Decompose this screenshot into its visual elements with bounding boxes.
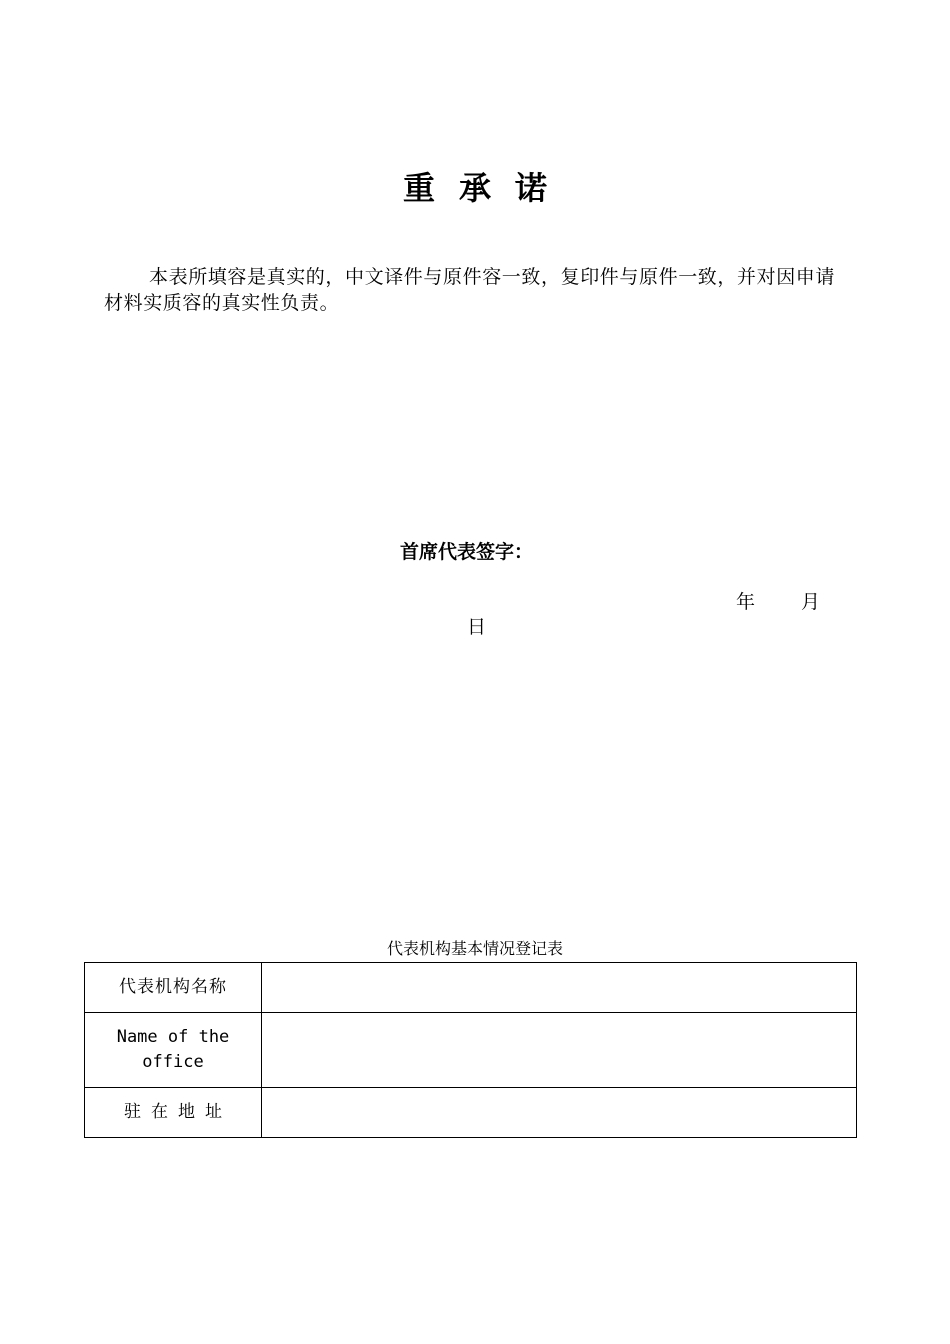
signature-label: 首席代表签字： xyxy=(400,541,534,563)
table-row xyxy=(85,1013,857,1088)
table-row xyxy=(85,1088,857,1138)
office-name-cn-field[interactable] xyxy=(262,963,857,1013)
address-field[interactable] xyxy=(262,1088,857,1138)
row-label-office-name-en: Name of the office xyxy=(85,1013,262,1088)
row-label-address: 驻在地址 xyxy=(85,1088,262,1138)
date-year-label: 年 xyxy=(736,591,756,613)
office-name-en-field[interactable] xyxy=(262,1013,857,1088)
page-title: 重承诺 xyxy=(402,169,571,207)
date-month-label: 月 xyxy=(801,591,821,613)
commitment-statement: 本表所填容是真实的，中文译件与原件容一致，复印件与原件一致，并对因申请材料实质容的真实性负责。 xyxy=(104,266,836,314)
row-label-office-name-cn: 代表机构名称 xyxy=(85,963,262,1013)
date-day-label: 日 xyxy=(467,616,487,638)
table-caption: 代表机构基本情况登记表 xyxy=(386,939,563,958)
table-row xyxy=(85,963,857,1013)
registration-table xyxy=(84,962,857,1138)
